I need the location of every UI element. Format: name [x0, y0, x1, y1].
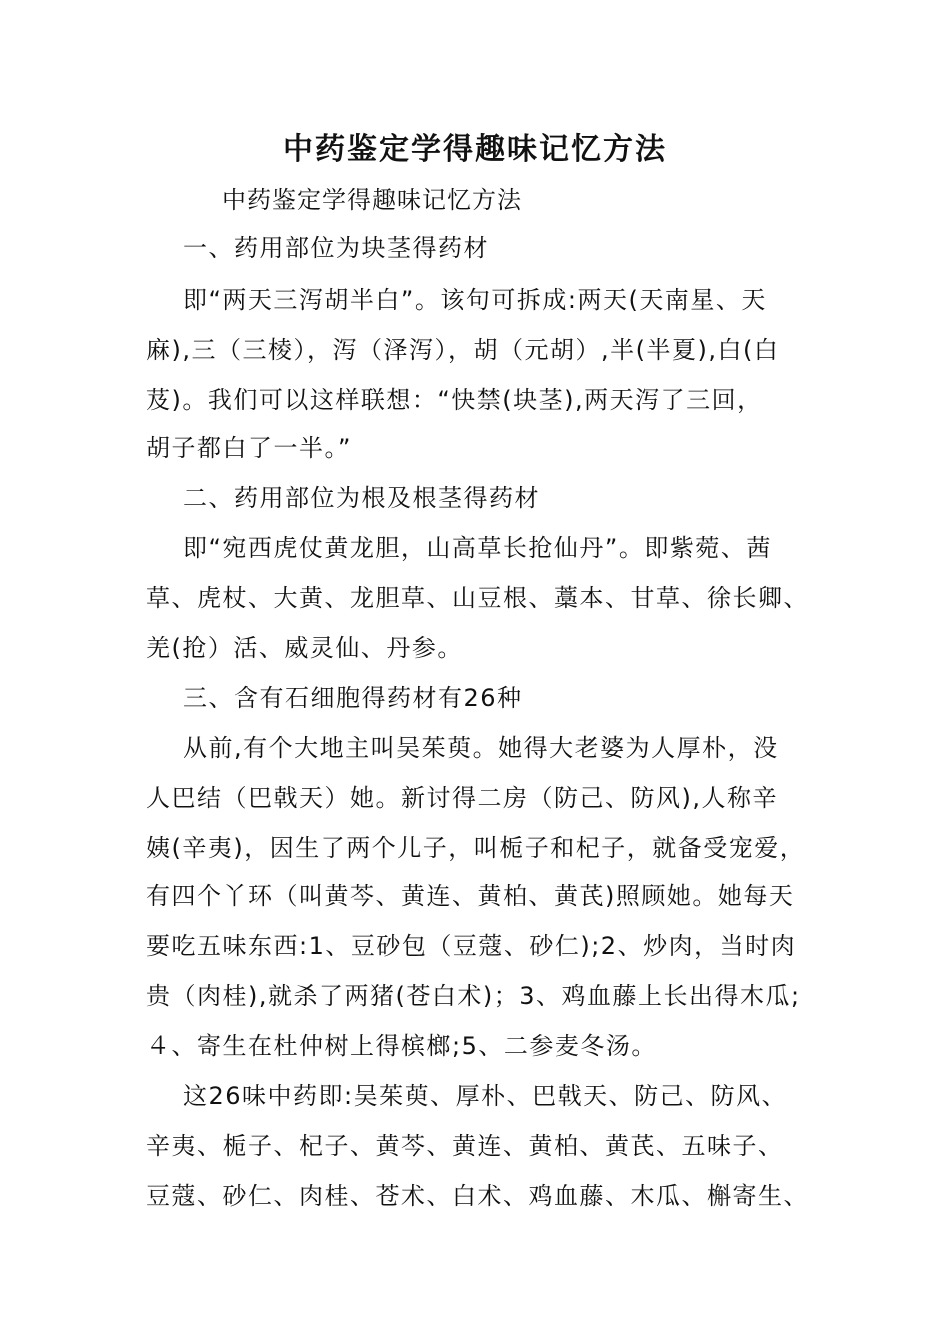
- paragraph-line: ４、寄生在杜仲树上得槟榔;5、二参麦冬汤。: [146, 1032, 657, 1060]
- document-title: 中药鉴定学得趣味记忆方法: [283, 132, 667, 167]
- section-heading-3: 三、含有石细胞得药材有26种: [183, 684, 523, 712]
- paragraph-line: 麻),三（三棱），泻（泽泻），胡（元胡）,半(半夏),白(白: [146, 336, 780, 364]
- paragraph-line: 贵（肉桂),就杀了两猪(苍白术)；3、鸡血藤上长出得木瓜;: [146, 982, 801, 1010]
- paragraph-line: 即“宛西虎仗黄龙胆，山高草长抢仙丹”。即紫菀、茜: [183, 534, 772, 562]
- section-heading-1: 一、药用部位为块茎得药材: [183, 234, 489, 262]
- paragraph-line: 姨(辛夷)，因生了两个儿子，叫栀子和杞子，就备受宠爱，: [146, 834, 806, 862]
- section-heading-2: 二、药用部位为根及根茎得药材: [183, 484, 540, 512]
- paragraph-line: 胡子都白了一半。”: [146, 434, 352, 462]
- paragraph-line: 人巴结（巴戟天）她。新讨得二房（防己、防风),人称辛: [146, 784, 778, 812]
- paragraph-line: 从前,有个大地主叫吴茱萸。她得大老婆为人厚朴，没: [183, 734, 779, 762]
- paragraph-line: 芨)。我们可以这样联想：“快禁(块茎),两天泻了三回，: [146, 386, 763, 414]
- paragraph-line: 即“两天三泻胡半白”。该句可拆成:两天(天南星、天: [183, 286, 767, 314]
- paragraph-line: 要吃五味东西:1、豆砂包（豆蔻、砂仁);2、炒肉，当时肉: [146, 932, 797, 960]
- paragraph-line: 羌(抢）活、威灵仙、丹参。: [146, 634, 463, 662]
- paragraph-line: 豆蔻、砂仁、肉桂、苍术、白术、鸡血藤、木瓜、槲寄生、: [146, 1182, 809, 1210]
- paragraph-line: 有四个丫环（叫黄芩、黄连、黄柏、黄芪)照顾她。她每天: [146, 882, 795, 910]
- paragraph-line: 辛夷、栀子、杞子、黄芩、黄连、黄柏、黄芪、五味子、: [146, 1132, 784, 1160]
- paragraph-line: 草、虎杖、大黄、龙胆草、山豆根、藁本、甘草、徐长卿、: [146, 584, 809, 612]
- document-subtitle: 中药鉴定学得趣味记忆方法: [222, 186, 522, 214]
- paragraph-line: 这26味中药即:吴茱萸、厚朴、巴戟天、防己、防风、: [183, 1082, 788, 1110]
